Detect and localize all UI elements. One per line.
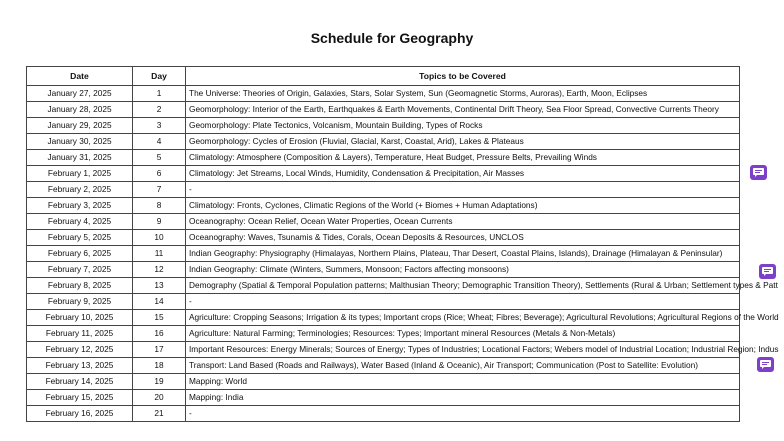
row-topic: Geomorphology: Cycles of Erosion (Fluvial, Glacial, Karst, Coastal, Arid), Lakes & Plateaus <box>186 134 740 150</box>
row-topic: - <box>186 182 740 198</box>
row-topic: Oceanography: Ocean Relief, Ocean Water Properties, Ocean Currents <box>186 214 740 230</box>
table-row <box>27 390 740 406</box>
table-row <box>27 198 740 214</box>
row-day: 6 <box>133 166 186 182</box>
row-topic: Agriculture: Natural Farming; Terminologies; Resources: Types; Important mineral Resources (Metals & Non-Metals) <box>186 326 740 342</box>
row-topic: Climatology: Fronts, Cyclones, Climatic Regions of the World (+ Biomes + Human Adaptations) <box>186 198 740 214</box>
table-row <box>27 358 740 374</box>
row-date: February 2, 2025 <box>27 182 133 198</box>
row-topic: Climatology: Atmosphere (Composition & Layers), Temperature, Heat Budget, Pressure Belts, Prevailing Winds <box>186 150 740 166</box>
comment-icon[interactable] <box>750 165 767 180</box>
row-topic: Oceanography: Waves, Tsunamis & Tides, Corals, Ocean Deposits & Resources, UNCLOS <box>186 230 740 246</box>
row-topic: Indian Geography: Physiography (Himalayas, Northern Plains, Plateau, Thar Desert, Coastal Plains, Islands), Drainage (Himalayan & Peninsular) <box>186 246 740 262</box>
header-topics: Topics to be Covered <box>186 67 740 86</box>
table-header-row <box>27 67 740 86</box>
row-date: January 30, 2025 <box>27 134 133 150</box>
row-date: January 31, 2025 <box>27 150 133 166</box>
row-day: 7 <box>133 182 186 198</box>
row-day: 16 <box>133 326 186 342</box>
row-date: February 13, 2025 <box>27 358 133 374</box>
row-date: January 29, 2025 <box>27 118 133 134</box>
row-date: February 15, 2025 <box>27 390 133 406</box>
row-day: 17 <box>133 342 186 358</box>
row-date: February 4, 2025 <box>27 214 133 230</box>
row-topic: Mapping: World <box>186 374 740 390</box>
table-row <box>27 294 740 310</box>
row-topic: Geomorphology: Plate Tectonics, Volcanism, Mountain Building, Types of Rocks <box>186 118 740 134</box>
row-day: 3 <box>133 118 186 134</box>
row-topic: The Universe: Theories of Origin, Galaxies, Stars, Solar System, Sun (Geomagnetic Storms, Auroras), Earth, Moon, Eclipses <box>186 86 740 102</box>
table-row <box>27 278 740 294</box>
row-date: February 10, 2025 <box>27 310 133 326</box>
row-date: February 3, 2025 <box>27 198 133 214</box>
schedule-table <box>26 66 779 422</box>
row-day: 19 <box>133 374 186 390</box>
table-row <box>27 150 740 166</box>
table-row <box>27 118 740 134</box>
header-day: Day <box>133 67 186 86</box>
row-topic: Important Resources: Energy Minerals; Sources of Energy; Types of Industries; Locational Factors; Webers model of Industrial Location; Industrial Region; Indus <box>186 342 740 358</box>
row-day: 10 <box>133 230 186 246</box>
row-date: February 12, 2025 <box>27 342 133 358</box>
row-date: January 28, 2025 <box>27 102 133 118</box>
row-day: 1 <box>133 86 186 102</box>
table-row <box>27 182 740 198</box>
row-date: January 27, 2025 <box>27 86 133 102</box>
row-topic: - <box>186 294 740 310</box>
row-date: February 14, 2025 <box>27 374 133 390</box>
row-day: 15 <box>133 310 186 326</box>
row-day: 5 <box>133 150 186 166</box>
table-row <box>27 86 740 102</box>
row-date: February 6, 2025 <box>27 246 133 262</box>
row-day: 18 <box>133 358 186 374</box>
table-row <box>27 326 740 342</box>
row-topic: Mapping: India <box>186 390 740 406</box>
row-date: February 8, 2025 <box>27 278 133 294</box>
row-day: 2 <box>133 102 186 118</box>
row-day: 4 <box>133 134 186 150</box>
row-day: 14 <box>133 294 186 310</box>
row-day: 20 <box>133 390 186 406</box>
row-day: 8 <box>133 198 186 214</box>
row-date: February 16, 2025 <box>27 406 133 422</box>
table-row <box>27 134 740 150</box>
table-row <box>27 214 740 230</box>
row-date: February 9, 2025 <box>27 294 133 310</box>
header-date: Date <box>27 67 133 86</box>
table-row <box>27 102 740 118</box>
table-row <box>27 342 740 358</box>
row-date: February 11, 2025 <box>27 326 133 342</box>
row-day: 12 <box>133 262 186 278</box>
row-date: February 1, 2025 <box>27 166 133 182</box>
row-day: 21 <box>133 406 186 422</box>
row-day: 11 <box>133 246 186 262</box>
table-row <box>27 230 740 246</box>
row-day: 13 <box>133 278 186 294</box>
table-row <box>27 310 740 326</box>
row-topic: Geomorphology: Interior of the Earth, Earthquakes & Earth Movements, Continental Drift Theory, Sea Floor Spread, Convective Currents Theory <box>186 102 740 118</box>
row-topic: Indian Geography: Climate (Winters, Summers, Monsoon; Factors affecting monsoons) <box>186 262 740 278</box>
row-day: 9 <box>133 214 186 230</box>
table-row <box>27 374 740 390</box>
table-row <box>27 262 740 278</box>
row-date: February 7, 2025 <box>27 262 133 278</box>
page-title: Schedule for Geography <box>310 30 474 46</box>
row-topic: - <box>186 406 740 422</box>
table-row <box>27 406 740 422</box>
comment-icon[interactable] <box>759 264 776 279</box>
row-topic: Agriculture: Cropping Seasons; Irrigation & its types; Important crops (Rice; Wheat; Fibres; Beverage); Agricultural Revolutions; Agricultural Regions of the World <box>186 310 740 326</box>
comment-icon[interactable] <box>757 357 774 372</box>
row-topic: Transport: Land Based (Roads and Railways), Water Based (Inland & Oceanic), Air Transport; Communication (Post to Satellite: Evolution) <box>186 358 740 374</box>
row-topic: Demography (Spatial & Temporal Population patterns; Malthusian Theory; Demographic Transition Theory), Settlements (Rural & Urban; Settlement types & Patt <box>186 278 740 294</box>
table-row <box>27 246 740 262</box>
table-row <box>27 166 740 182</box>
row-topic: Climatology: Jet Streams, Local Winds, Humidity, Condensation & Precipitation, Air Masses <box>186 166 740 182</box>
row-date: February 5, 2025 <box>27 230 133 246</box>
